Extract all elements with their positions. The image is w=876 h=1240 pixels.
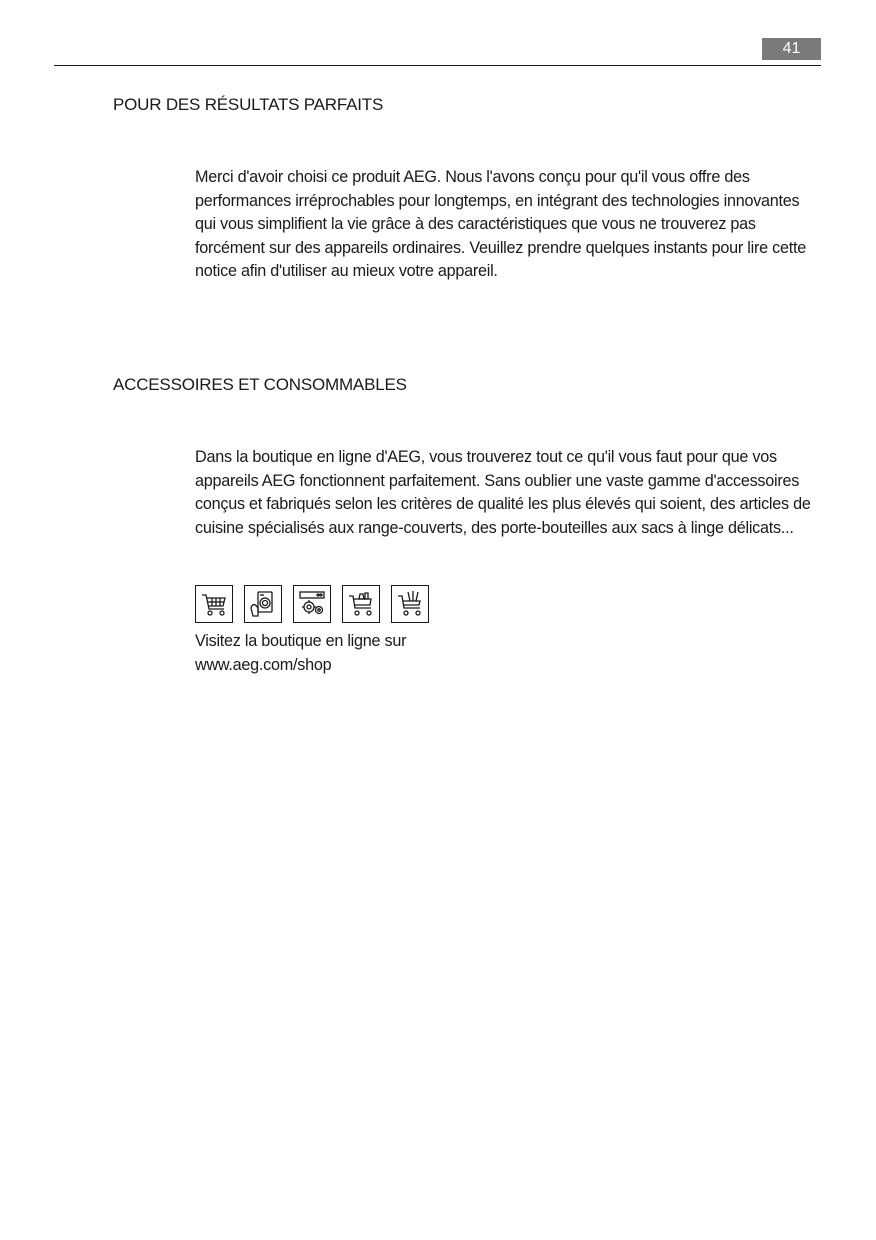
section-body-results: Merci d'avoir choisi ce produit AEG. Nous l'avons conçu pour qu'il vous offre des performances irréprochables pour longtemps, en intégrant des technologies innovantes qui vous simplifient la vie grâce à des caractéristiques que vous ne trouverez pas forcément sur des appareils ordinaires. Veuillez prendre quelques instants pour lire cette notice afin d'utiliser au mieux votre appareil. <box>195 168 806 280</box>
shop-icon-row <box>195 585 429 625</box>
shop-caption-line: Visitez la boutique en ligne sur <box>195 632 407 650</box>
header-divider <box>54 65 821 66</box>
shop-caption <box>195 630 406 677</box>
kitchen-utensils-icon <box>391 585 429 623</box>
page-number: 41 <box>762 38 821 60</box>
shop-url-link[interactable]: www.aeg.com/shop <box>195 655 332 674</box>
section-body-accessories: Dans la boutique en ligne d'AEG, vous trouverez tout ce qu'il vous faut pour que vos appareils AEG fonctionnent parfaitement. Sans oublier une vaste gamme d'accessoires conçus et fabriqués selon les critères de qualité les plus élevés qui soient, des articles de cuisine spécialisés aux range-couverts, des porte-bouteilles aux sacs à linge délicats... <box>195 448 811 537</box>
cleaning-products-icon <box>342 585 380 623</box>
section-heading-results: POUR DES RÉSULTATS PARFAITS <box>113 95 384 114</box>
washing-care-icon <box>244 585 282 623</box>
shopping-cart-icon <box>195 585 233 623</box>
section-heading-accessories: ACCESSOIRES ET CONSOMMABLES <box>113 375 407 394</box>
oven-parts-icon <box>293 585 331 623</box>
